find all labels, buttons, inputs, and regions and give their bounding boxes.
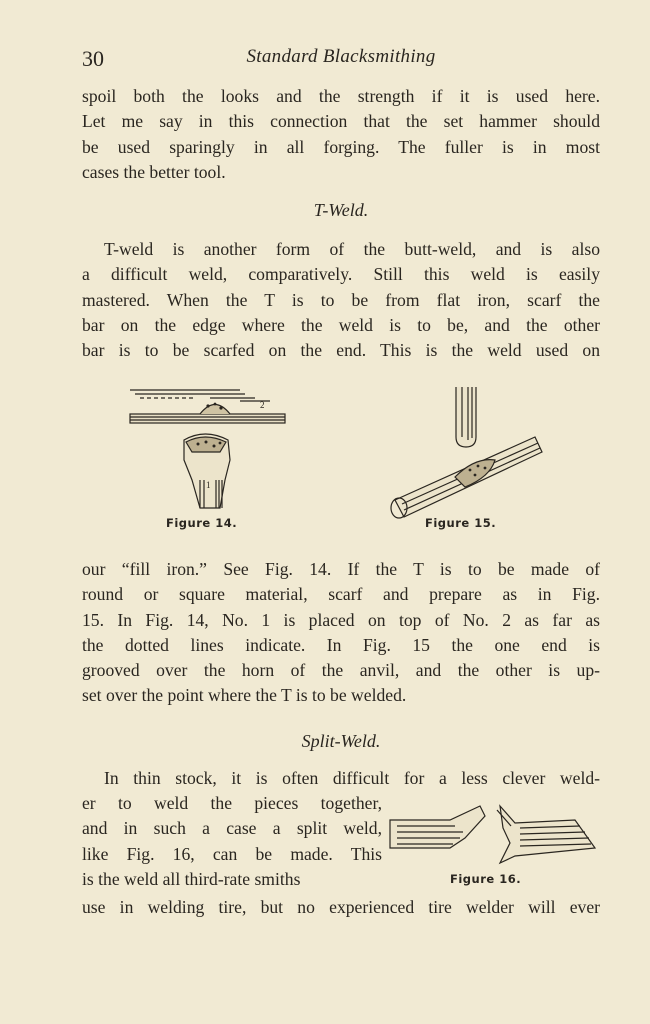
text-line: round or square material, scarf and prepare as in Fig. — [82, 584, 600, 605]
text-line: er to weld the pieces together, — [82, 793, 382, 813]
text-line: our “fill iron.” See Fig. 14. If the T is to be made of — [82, 559, 600, 579]
figure-15-caption: Figure 15. — [425, 516, 497, 530]
paragraph-2 — [82, 237, 600, 363]
paragraph-4-last-line — [82, 895, 600, 920]
figure-16-illustration — [385, 798, 600, 870]
text-line: bar is to be scarfed on the end. This is the weld used on — [82, 340, 600, 361]
text-line: mastered. When the T is to be from flat iron, scarf the — [82, 289, 600, 310]
text-line: 15. In Fig. 14, No. 1 is placed on top of No. 2 as far as — [82, 609, 600, 630]
page-number: 30 — [82, 46, 104, 71]
text-line: use in welding tire, but no experienced tire welder will ever — [82, 897, 600, 917]
text-line: T-weld is another form of the butt-weld, and is also — [104, 239, 600, 259]
figure-14-label-2: 2 — [260, 400, 265, 410]
paragraph-3 — [82, 557, 600, 709]
text-line: cases the better tool. — [82, 161, 226, 182]
text-line: In thin stock, it is often difficult for a less clever weld- — [104, 768, 600, 788]
figure-15-illustration — [380, 382, 550, 522]
section-heading-t-weld: T-Weld. — [313, 200, 369, 220]
page-header — [82, 46, 600, 76]
text-line: grooved over the horn of the anvil, and the other is up- — [82, 660, 600, 681]
section-heading-split-weld: Split-Weld. — [301, 731, 381, 751]
text-line: set over the point where the T is to be welded. — [82, 685, 407, 706]
text-line: like Fig. 16, can be made. This — [82, 843, 382, 864]
text-line: spoil both the looks and the strength if it is used here. — [82, 86, 600, 106]
text-line: Let me say in this connection that the set hammer should — [82, 111, 600, 132]
paragraph-4-first-line — [82, 766, 600, 791]
paragraph-4-wrapped — [82, 791, 382, 892]
figure-16-caption: Figure 16. — [450, 872, 522, 886]
text-line: a difficult weld, comparatively. Still this weld is easily — [82, 264, 600, 285]
running-title: Standard Blacksmithing — [246, 46, 436, 67]
text-line: and in such a case a split weld, — [82, 818, 382, 839]
figure-14-illustration — [120, 380, 295, 515]
figure-14-caption: Figure 14. — [166, 516, 238, 530]
text-line: is the weld all third-rate smiths — [82, 868, 301, 889]
text-line: bar on the edge where the weld is to be, and the other — [82, 314, 600, 335]
text-line: be used sparingly in all forging. The fuller is in most — [82, 136, 600, 157]
paragraph-1 — [82, 84, 600, 185]
figure-14-label-1: 1 — [206, 480, 211, 490]
text-line: the dotted lines indicate. In Fig. 15 the one end is — [82, 634, 600, 655]
